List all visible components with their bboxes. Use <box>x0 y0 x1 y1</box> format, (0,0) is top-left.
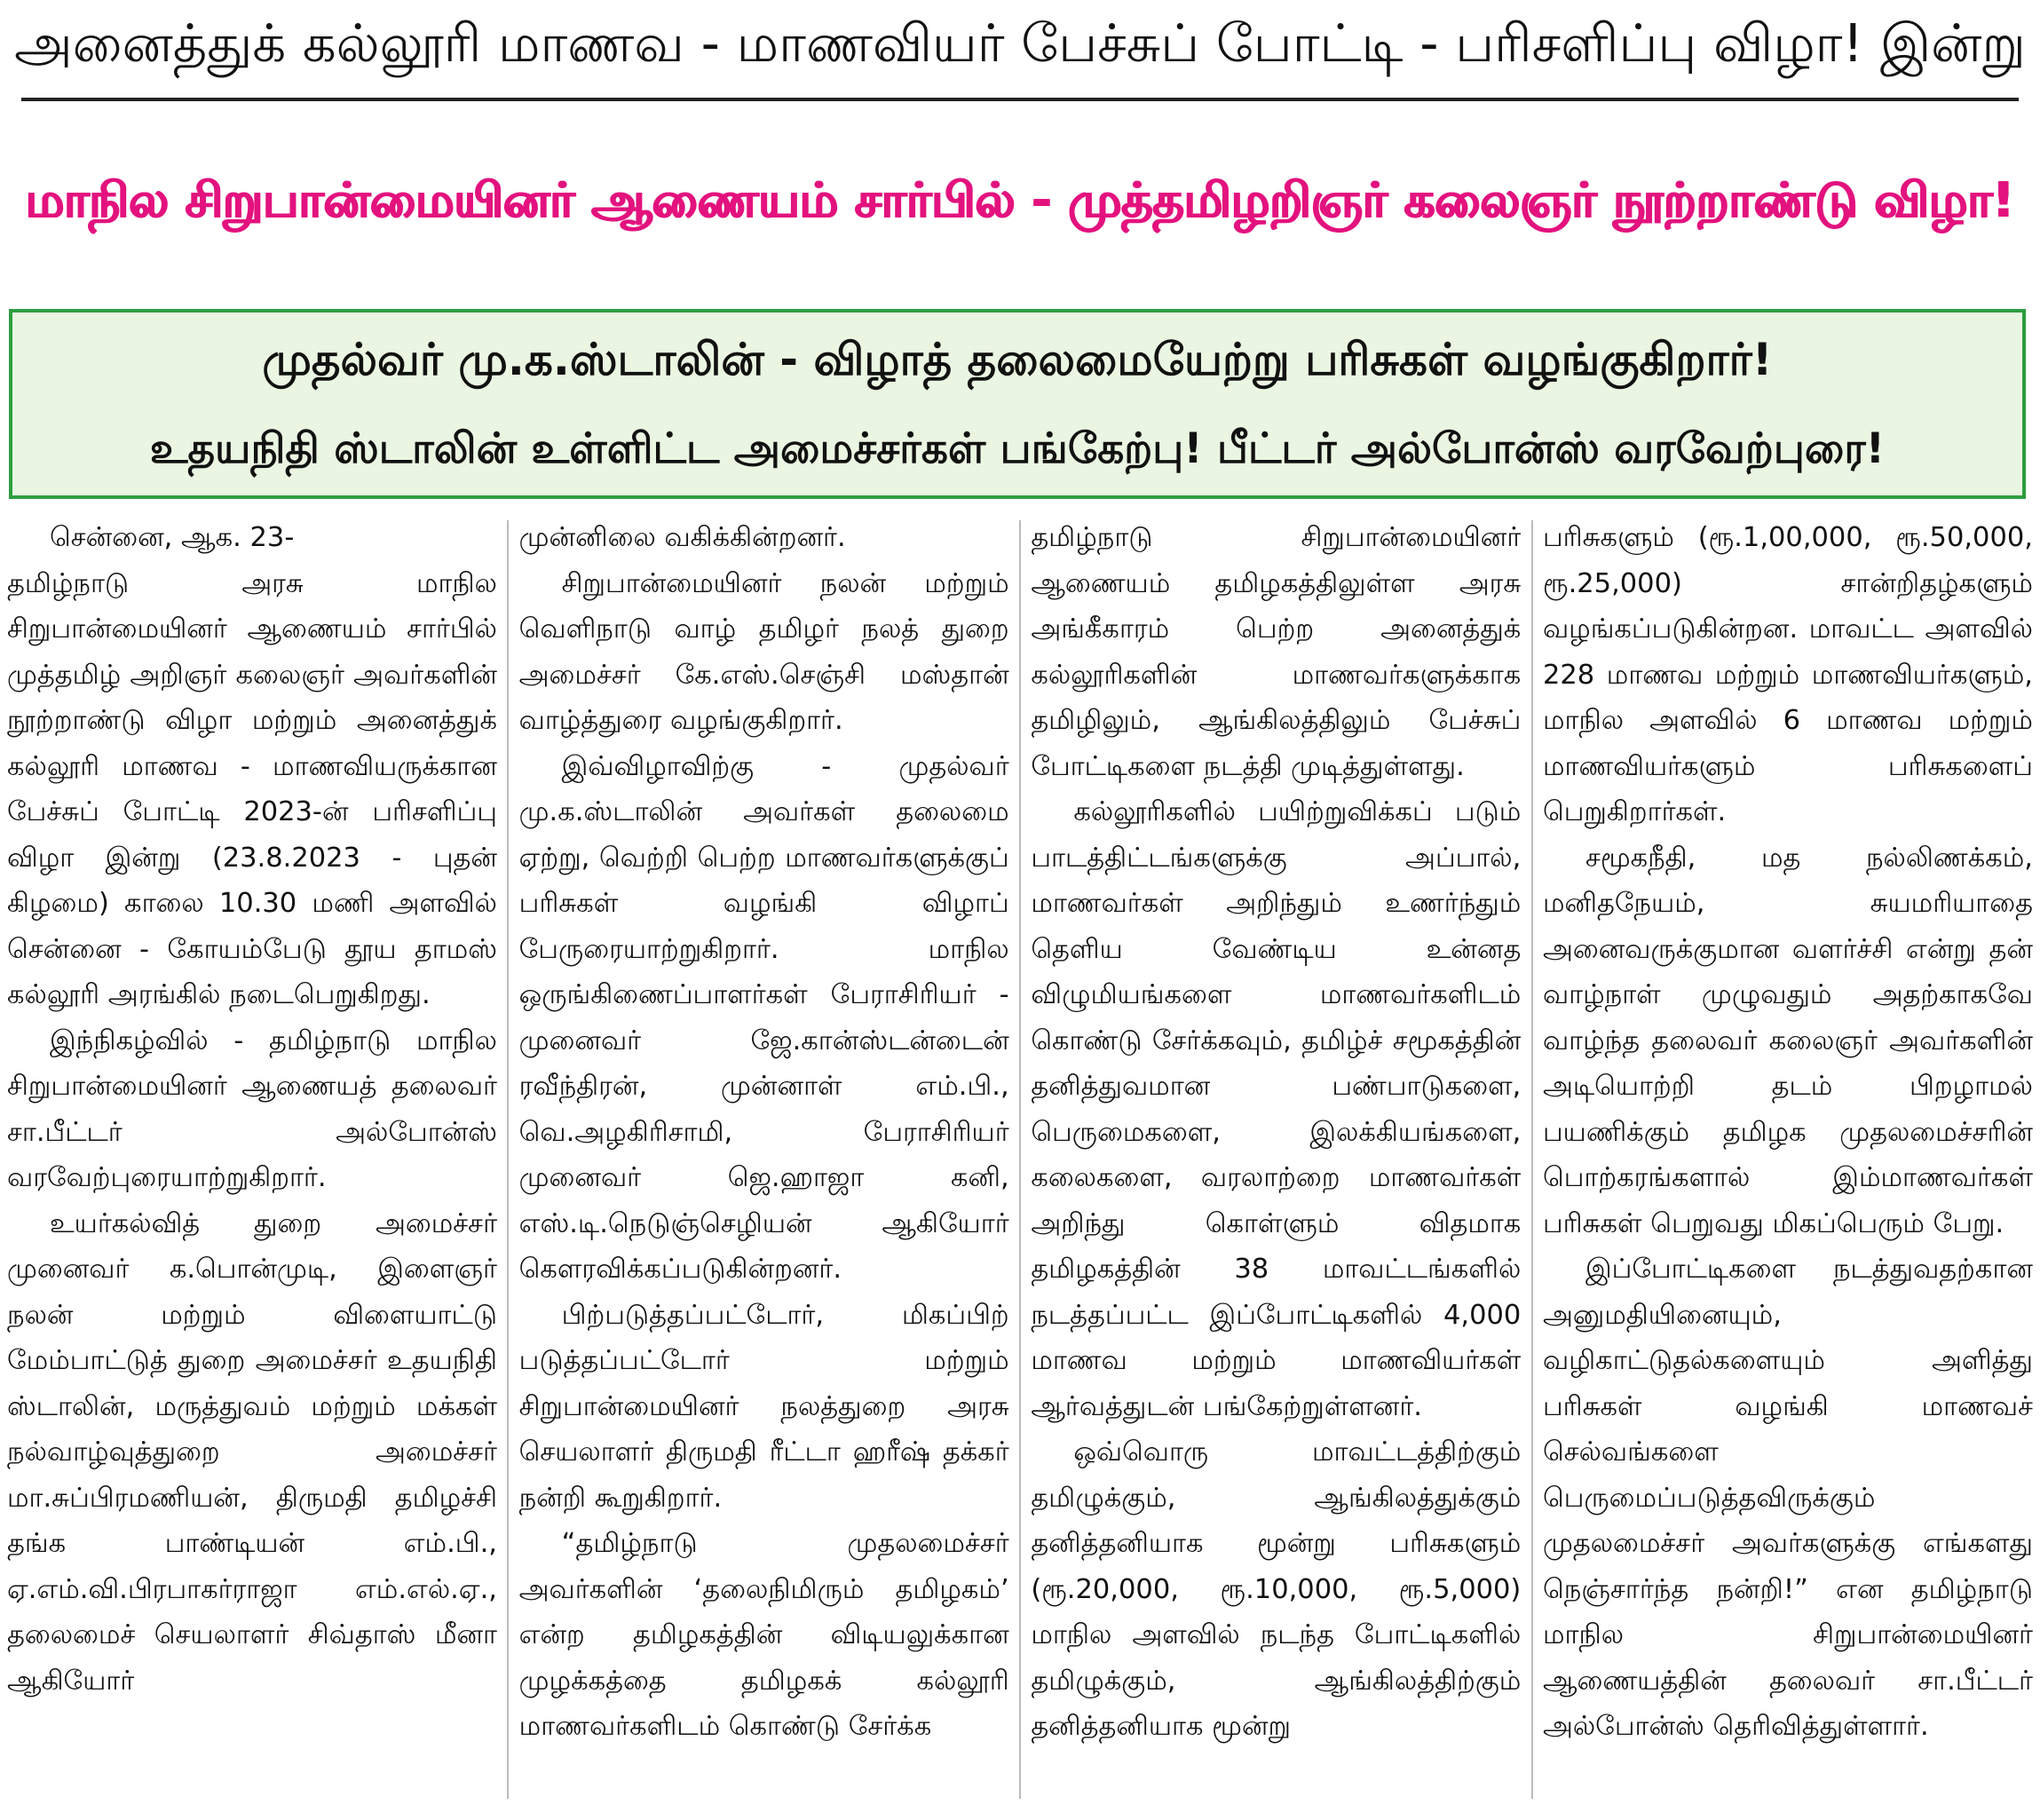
column-separator <box>1531 520 1533 1799</box>
column-separator <box>1019 520 1021 1799</box>
column-1 <box>7 515 497 1811</box>
dateline: சென்னை, ஆக. 23- <box>50 522 295 553</box>
paragraph: இவ்விழாவிற்கு - முதல்வர் மு.க.ஸ்டாலின் அவர்கள் தலைமை ஏற்று, வெற்றி பெற்ற மாணவர்களுக்குப் பரிசுகள் வழங்கி விழாப் பேருரையாற்றுகிறார். மாநில ஒருங்கிணைப்பாளர்கள் பேராசிரியர் - முனைவர் ஜே.கான்ஸ்டன்டைன் ரவீந்திரன், முன்னாள் எம்.பி., வெ.அழகிரிசாமி, பேராசிரியர் முனைவர் ஜெ.ஹாஜா கனி, எஸ்.டி.நெடுஞ்செழியன் ஆகியோர் கௌரவிக்கப்படுகின்றனர். <box>518 750 1009 1285</box>
paragraph: ஒவ்வொரு மாவட்டத்திற்கும் தமிழுக்கும், ஆங்கிலத்துக்கும் தனித்தனியாக மூன்று பரிசுகளும் (ரூ.20,000, ரூ.10,000, ரூ.5,000) மாநில அளவில் நடந்த போட்டிகளில் தமிழுக்கும், ஆங்கிலத்திற்கும் தனித்தனியாக மூன்று <box>1031 1436 1522 1742</box>
paragraph: சிறுபான்மையினர் நலன் மற்றும் வெளிநாடு வாழ் தமிழர் நலத் துறை அமைச்சர் கே.எஸ்.செஞ்சி மஸ்தான் வாழ்த்துரை வழங்குகிறார். <box>518 567 1009 736</box>
column-2 <box>519 515 1009 1811</box>
kicker-line: அனைத்துக் கல்லூரி மாணவ - மாணவியர் பேச்சுப் போட்டி - பரிசளிப்பு விழா! இன்று <box>14 12 2026 74</box>
subhead-1: முதல்வர் மு.க.ஸ்டாலின் - விழாத் தலைமையேற்று பரிசுகள் வழங்குகிறார்! <box>262 333 1773 385</box>
article-body <box>7 515 2033 1811</box>
paragraph: பிற்படுத்தப்பட்டோர், மிகப்பிற் படுத்தப்பட்டோர் மற்றும் சிறுபான்மையினர் நலத்துறை அரசு செயலாளர் திருமதி ரீட்டா ஹரீஷ் தக்கர் நன்றி கூறுகிறார். <box>518 1299 1009 1514</box>
paragraph: தமிழ்நாடு சிறுபான்மையினர் ஆணையம் தமிழகத்திலுள்ள அரசு அங்கீகாரம் பெற்ற அனைத்துக் கல்லூரிகளின் மாணவர்களுக்காக தமிழிலும், ஆங்கிலத்திலும் பேச்சுப் போட்டிகளை நடத்தி முடித்துள்ளது. <box>1031 522 1522 782</box>
paragraph: தமிழ்நாடு அரசு மாநில சிறுபான்மையினர் ஆணையம் சார்பில் முத்தமிழ் அறிஞர் கலைஞர் அவர்களின் நூற்றாண்டு விழா மற்றும் அனைத்துக் கல்லூரி மாணவ - மாணவியருக்கான பேச்சுப் போட்டி 2023-ன் பரிசளிப்பு விழா இன்று (23.8.2023 - புதன் கிழமை) காலை 10.30 மணி அளவில் சென்னை - கோயம்பேடு தூய தாமஸ் கல்லூரி அரங்கில் நடைபெறுகிறது. <box>7 567 497 1010</box>
paragraph: முன்னிலை வகிக்கின்றனர். <box>518 522 846 553</box>
paragraph: இப்போட்டிகளை நடத்துவதற்கான அனுமதியினையும், வழிகாட்டுதல்களையும் அளித்து பரிசுகள் வழங்கி மாணவச் செல்வங்களை பெருமைப்படுத்தவிருக்கும் முதலமைச்சர் அவர்களுக்கு எங்களது நெஞ்சார்ந்த நன்றி!” என தமிழ்நாடு மாநில சிறுபான்மையினர் ஆணையத்தின் தலைவர் சா.பீட்டர் அல்போன்ஸ் தெரிவித்துள்ளார். <box>1542 1254 2033 1742</box>
divider-rule <box>21 98 2019 101</box>
column-3 <box>1031 515 1521 1811</box>
subhead-box <box>9 309 2026 499</box>
subhead-2: உதயநிதி ஸ்டாலின் உள்ளிட்ட அமைச்சர்கள் பங்கேற்பு! பீட்டர் அல்போன்ஸ் வரவேற்புரை! <box>149 423 1886 473</box>
column-separator <box>507 520 509 1799</box>
paragraph: சமூகநீதி, மத நல்லிணக்கம், மனிதநேயம், சுயமரியாதை அனைவருக்குமான வளர்ச்சி என்று தன் வாழ்நாள் முழுவதும் அதற்காகவே வாழ்ந்த தலைவர் கலைஞர் அவர்களின் அடியொற்றி தடம் பிறழாமல் பயணிக்கும் தமிழக முதலமைச்சரின் பொற்கரங்களால் இம்மாணவர்கள் பரிசுகள் பெறுவது மிகப்பெரும் பேறு. <box>1542 842 2033 1239</box>
paragraph: “தமிழ்நாடு முதலமைச்சர் அவர்களின் ‘தலைநிமிரும் தமிழகம்’ என்ற தமிழகத்தின் விடியலுக்கான முழக்கத்தை தமிழகக் கல்லூரி மாணவர்களிடம் கொண்டு சேர்க்க <box>518 1528 1009 1742</box>
paragraph: இந்நிகழ்வில் - தமிழ்நாடு மாநில சிறுபான்மையினர் ஆணையத் தலைவர் சா.பீட்டர் அல்போன்ஸ் வரவேற்புரையாற்றுகிறார். <box>7 1025 497 1193</box>
main-headline: மாநில சிறுபான்மையினர் ஆணையம் சார்பில் - முத்தமிழறிஞர் கலைஞர் நூற்றாண்டு விழா! <box>25 171 2015 228</box>
paragraph: உயர்கல்வித் துறை அமைச்சர் முனைவர் க.பொன்முடி, இளைஞர் நலன் மற்றும் விளையாட்டு மேம்பாட்டுத் துறை அமைச்சர் உதயநிதி ஸ்டாலின், மருத்துவம் மற்றும் மக்கள் நல்வாழ்வுத்துறை அமைச்சர் மா.சுப்பிரமணியன், திருமதி தமிழச்சி தங்க பாண்டியன் எம்.பி., ஏ.எம்.வி.பிரபாகர்ராஜா எம்.எல்.ஏ., தலைமைச் செயலாளர் சிவ்தாஸ் மீனா ஆகியோர் <box>7 1207 497 1697</box>
column-4 <box>1543 515 2033 1811</box>
paragraph: பரிசுகளும் (ரூ.1,00,000, ரூ.50,000, ரூ.25,000) சான்றிதழ்களும் வழங்கப்படுகின்றன. மாவட்ட அளவில் 228 மாணவ மற்றும் மாணவியர்களும், மாநில அளவில் 6 மாணவ மற்றும் மாணவியர்களும் பரிசுகளைப் பெறுகிறார்கள். <box>1542 522 2033 827</box>
paragraph: கல்லூரிகளில் பயிற்றுவிக்கப் படும் பாடத்திட்டங்களுக்கு அப்பால், மாணவர்கள் அறிந்தும் உணர்ந்தும் தெளிய வேண்டிய உன்னத விழுமியங்களை மாணவர்களிடம் கொண்டு சேர்க்கவும், தமிழ்ச் சமூகத்தின் தனித்துவமான பண்பாடுகளை, பெருமைகளை, இலக்கியங்களை, கலைகளை, வரலாற்றை மாணவர்கள் அறிந்து கொள்ளும் விதமாக தமிழகத்தின் 38 மாவட்டங்களில் நடத்தப்பட்ட இப்போட்டிகளில் 4,000 மாணவ மற்றும் மாணவியர்கள் ஆர்வத்துடன் பங்கேற்றுள்ளனர். <box>1031 796 1522 1422</box>
